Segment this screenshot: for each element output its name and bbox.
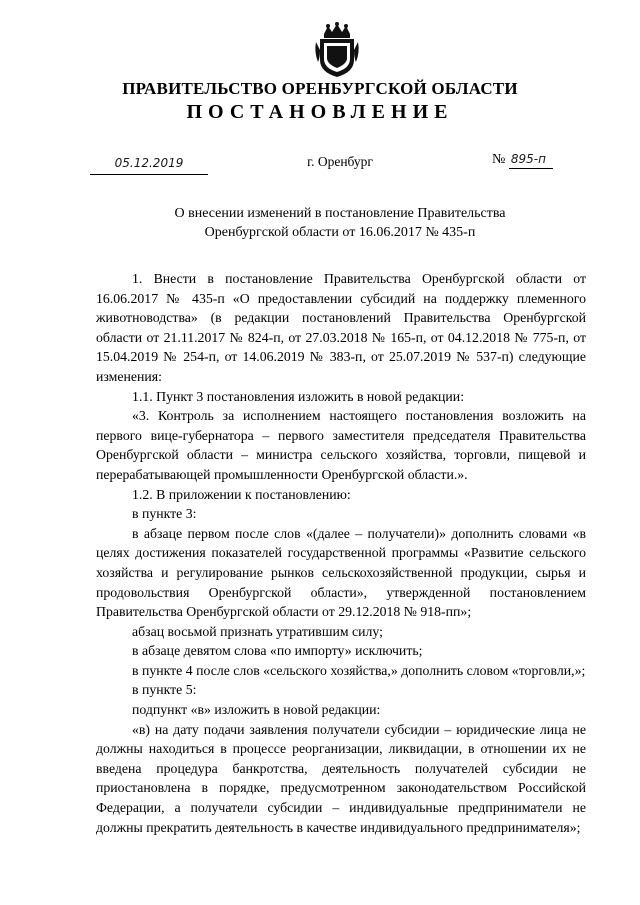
document-subject	[0, 204, 640, 242]
paragraph: подпункт «в» изложить в новой редакции:	[132, 702, 381, 718]
paragraph: в пункте 5:	[132, 682, 197, 698]
document-number-value: 895-п	[510, 152, 546, 166]
document-type-title: ПОСТАНОВЛЕНИЕ	[186, 101, 454, 123]
subject-line-1: О внесении изменений в постановление Правительства	[174, 206, 506, 221]
paragraph: 1.1. Пункт 3 постановления изложить в новой редакции:	[132, 388, 465, 404]
paragraph: в абзаце девятом слова «по импорту» исключить;	[132, 643, 423, 659]
paragraph: абзац восьмой признать утратившим силу;	[132, 623, 383, 639]
subject-line-2: Оренбургской области от 16.06.2017 № 435-п	[204, 225, 476, 240]
government-title: ПРАВИТЕЛЬСТВО ОРЕНБУРГСКОЙ ОБЛАСТИ	[122, 79, 518, 98]
number-sign: №	[492, 152, 506, 167]
paragraph: «в) на дату подачи заявления получатели субсидии – юридические лица не должны находиться в процессе реорганизации, ликвидации, в отношении их не введена процедура банкротства, деятельность получателей субсидии не приостановлена в порядке, предусмотренном законодательством Российской Федерации, а получатели субсидии – индивидуальные предприниматели не должны прекратить деятельность в качестве индивидуального предпринимателя»;	[96, 721, 586, 835]
paragraph: «3. Контроль за исполнением настоящего постановления возложить на первого вице-губернатора – первого заместителя председателя Правительства Оренбургской области – министра сельского хозяйства, торговли, пищевой и перерабатывающей промышленности Оренбургской области.».	[96, 408, 586, 482]
paragraph: в пункте 4 после слов «сельского хозяйства,» дополнить словом «торговли,»;	[132, 662, 586, 678]
paragraph: 1. Внести в постановление Правительства Оренбургской области от 16.06.2017 № 435-п «О предоставлении субсидий на поддержку племенного животноводства» (в редакции постановлений Правительства Оренбургской области от 21.11.2017 № 824-п, от 27.03.2018 № 165-п, от 04.12.2018 № 775-п, от 15.04.2019 № 254-п, от 14.06.2019 № 383-п, от 25.07.2019 № 537-п) следующие изменения:	[96, 271, 586, 384]
document-date-value: 05.12.2019	[114, 156, 184, 170]
paragraph: 1.2. В приложении к постановлению:	[132, 486, 351, 502]
paragraph: в пункте 3:	[132, 506, 197, 522]
coat-of-arms-icon	[314, 22, 360, 78]
document-city: г. Оренбург	[307, 154, 373, 169]
document-body	[96, 269, 586, 837]
document-number	[492, 152, 553, 169]
paragraph: в абзаце первом после слов «(далее – получатели)» дополнить словами «в целях достижения показателей государственной программы «Развитие сельского хозяйства и регулирование рынков сельскохозяйственной продукции, сырья и продовольствия Оренбургской области», утвержденной постановлением Правительства Оренбургской области от 29.12.2018 № 918-пп»;	[96, 525, 586, 620]
